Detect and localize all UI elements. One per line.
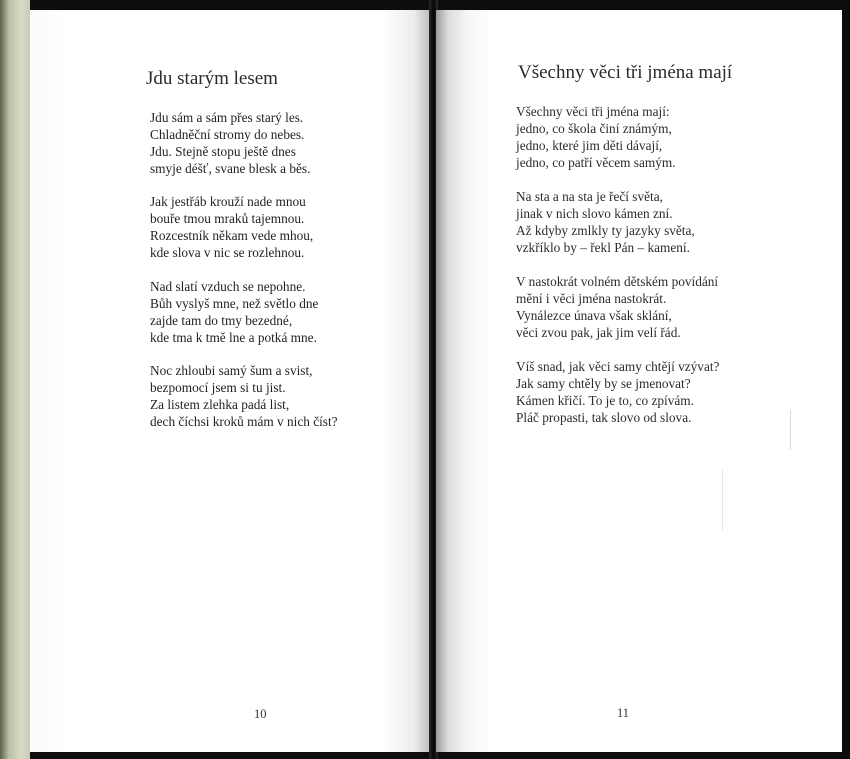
poem-line: Vynálezce únava však sklání, <box>516 308 672 323</box>
poem-line: jinak v nich slovo kámen zní. <box>516 206 673 221</box>
pencil-mark <box>722 470 723 530</box>
book-cover-edge <box>0 0 30 759</box>
left-page-number: 10 <box>254 707 267 721</box>
poem-line: Všechny věci tři jména mají: <box>516 104 670 119</box>
left-stanza-3 <box>150 278 318 346</box>
poem-line: jedno, co patří věcem samým. <box>516 155 676 170</box>
poem-line: Jak samy chtěly by se jmenovat? <box>516 376 691 391</box>
poem-line: vzkříklo by – řekl Pán – kamení. <box>516 240 690 255</box>
right-poem-title: Všechny věci tři jména mají <box>518 62 733 83</box>
scan-right-edge <box>842 0 850 759</box>
right-page-number: 11 <box>617 706 630 720</box>
poem-line: dech čích​si kroků mám v nich číst? <box>150 414 338 429</box>
poem-line: smyje déšť, svane blesk a běs. <box>150 161 311 176</box>
poem-line: Jdu. Stejně stopu ještě dnes <box>150 144 296 159</box>
left-stanza-1 <box>150 109 310 177</box>
poem-line: Chladněční stromy do nebes. <box>150 127 305 142</box>
poem-line: jedno, které jim děti dávají, <box>516 138 663 153</box>
poem-line: Za listem zlehka padá list, <box>150 397 290 412</box>
left-stanza-2 <box>150 193 313 261</box>
poem-line: Kámen křičí. To je to, co zpívám. <box>516 393 694 408</box>
left-poem-title: Jdu starým lesem <box>146 68 278 89</box>
left-page <box>30 10 430 752</box>
right-page <box>436 10 842 752</box>
poem-line: V nastokrát volném dětském povídání <box>516 274 719 289</box>
poem-line: Noc zhloubi samý šum a svist, <box>150 363 313 378</box>
poem-line: Nad slatí vzduch se nepohne. <box>150 279 306 294</box>
poem-line: Jak jestřáb krouží nade mnou <box>150 194 306 209</box>
poem-line: věci zvou pak, jak jim velí řád. <box>516 325 681 340</box>
pencil-mark <box>790 410 791 450</box>
poem-line: zajde tam do tmy bezedné, <box>150 313 293 328</box>
poem-line: bezpomocí jsem si tu jist. <box>150 380 286 395</box>
poem-line: Víš snad, jak věci samy chtějí vzývat? <box>516 359 720 374</box>
poem-line: Bůh vyslyš mne, než světlo dne <box>150 296 319 311</box>
poem-line: Jdu sám a sám přes starý les. <box>150 110 304 125</box>
poem-line: Až kdyby zmlkly ty jazyky světa, <box>516 223 695 238</box>
poem-line: bouře tmou mraků tajemnou. <box>150 211 305 226</box>
right-stanza-2 <box>516 188 695 256</box>
poem-line: kde tma k tmě lne a potká mne. <box>150 330 317 345</box>
poem-line: Rozcestník někam vede mhou, <box>150 228 314 243</box>
right-stanza-1 <box>516 103 676 171</box>
left-stanza-4 <box>150 362 338 430</box>
poem-line: Na sta a na sta je řečí světa, <box>516 189 663 204</box>
poem-line: jedno, co škola činí známým, <box>516 121 672 136</box>
poem-line: Pláč propasti, tak slovo od slova. <box>516 410 692 425</box>
right-stanza-4 <box>516 358 719 426</box>
poem-line: mění i věci jména nastokrát. <box>516 291 667 306</box>
poem-line: kde slova v nic se rozlehnou. <box>150 245 305 260</box>
right-stanza-3 <box>516 273 718 341</box>
